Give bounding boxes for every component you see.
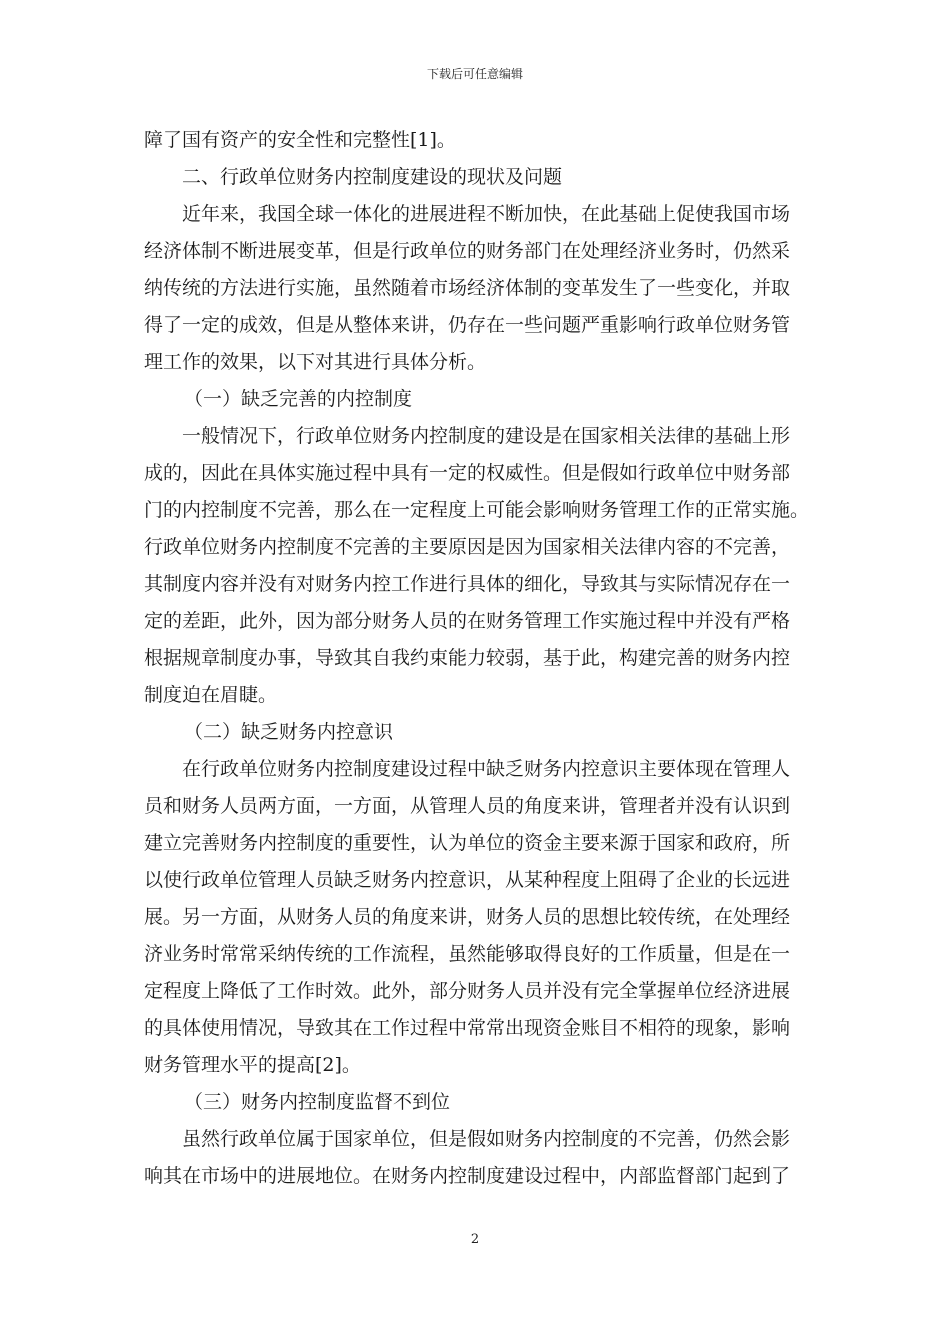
paragraph-line: 财务管理水平的提高[2]。: [144, 1054, 361, 1076]
paragraph-line: 根据规章制度办事，导致其自我约束能力较弱，基于此，构建完善的财务内控: [144, 647, 791, 669]
paragraph-line: 的具体使用情况，导致其在工作过程中常常出现资金账目不相符的现象，影响: [144, 1017, 791, 1039]
paragraph-line: 一般情况下，行政单位财务内控制度的建设是在国家相关法律的基础上形: [182, 425, 791, 447]
paragraph-line: 虽然行政单位属于国家单位，但是假如财务内控制度的不完善，仍然会影: [182, 1128, 791, 1150]
document-body: [144, 122, 810, 1195]
section-heading: 二、行政单位财务内控制度建设的现状及问题: [182, 166, 563, 188]
paragraph-line: 制度迫在眉睫。: [144, 684, 278, 706]
paragraph-line: 障了国有资产的安全性和完整性[1]。: [144, 129, 456, 151]
paragraph-line: 定程度上降低了工作时效。此外，部分财务人员并没有完全掌握单位经济进展: [144, 980, 791, 1002]
paragraph-line: 纳传统的方法进行实施，虽然随着市场经济体制的变革发生了一些变化，并取: [144, 277, 791, 299]
paragraph-line: 近年来，我国全球一体化的进展进程不断加快，在此基础上促使我国市场: [182, 203, 791, 225]
paragraph-line: 定的差距，此外，因为部分财务人员的在财务管理工作实施过程中并没有严格: [144, 610, 791, 632]
subsection-heading: （三）财务内控制度监督不到位: [184, 1091, 451, 1113]
paragraph-line: 在行政单位财务内控制度建设过程中缺乏财务内控意识主要体现在管理人: [182, 758, 791, 780]
paragraph-line: 响其在市场中的进展地位。在财务内控制度建设过程中，内部监督部门起到了: [144, 1165, 791, 1187]
paragraph-line: 以使行政单位管理人员缺乏财务内控意识，从某种程度上阻碍了企业的长远进: [144, 869, 791, 891]
paragraph-line: 员和财务人员两方面，一方面，从管理人员的角度来讲，管理者并没有认识到: [144, 795, 791, 817]
paragraph-line: 经济体制不断进展变革，但是行政单位的财务部门在处理经济业务时，仍然采: [144, 240, 791, 262]
paragraph-line: 济业务时常常采纳传统的工作流程，虽然能够取得良好的工作质量，但是在一: [144, 943, 791, 965]
paragraph-line: 成的，因此在具体实施过程中具有一定的权威性。但是假如行政单位中财务部: [144, 462, 791, 484]
subsection-heading: （二）缺乏财务内控意识: [184, 721, 394, 743]
page-number: 2: [470, 1232, 480, 1247]
page-header-note: 下载后可任意编辑: [426, 67, 523, 81]
paragraph-line: 得了一定的成效，但是从整体来讲，仍存在一些问题严重影响行政单位财务管: [144, 314, 791, 336]
paragraph-line: 门的内控制度不完善，那么在一定程度上可能会影响财务管理工作的正常实施。: [144, 499, 810, 521]
paragraph-line: 展。另一方面，从财务人员的角度来讲，财务人员的思想比较传统，在处理经: [144, 906, 791, 928]
paragraph-line: 理工作的效果，以下对其进行具体分析。: [144, 351, 487, 373]
subsection-heading: （一）缺乏完善的内控制度: [184, 388, 413, 410]
paragraph-line: 行政单位财务内控制度不完善的主要原因是因为国家相关法律内容的不完善，: [144, 536, 791, 558]
paragraph-line: 建立完善财务内控制度的重要性，认为单位的资金主要来源于国家和政府，所: [144, 832, 791, 854]
paragraph-line: 其制度内容并没有对财务内控工作进行具体的细化，导致其与实际情况存在一: [144, 573, 791, 595]
